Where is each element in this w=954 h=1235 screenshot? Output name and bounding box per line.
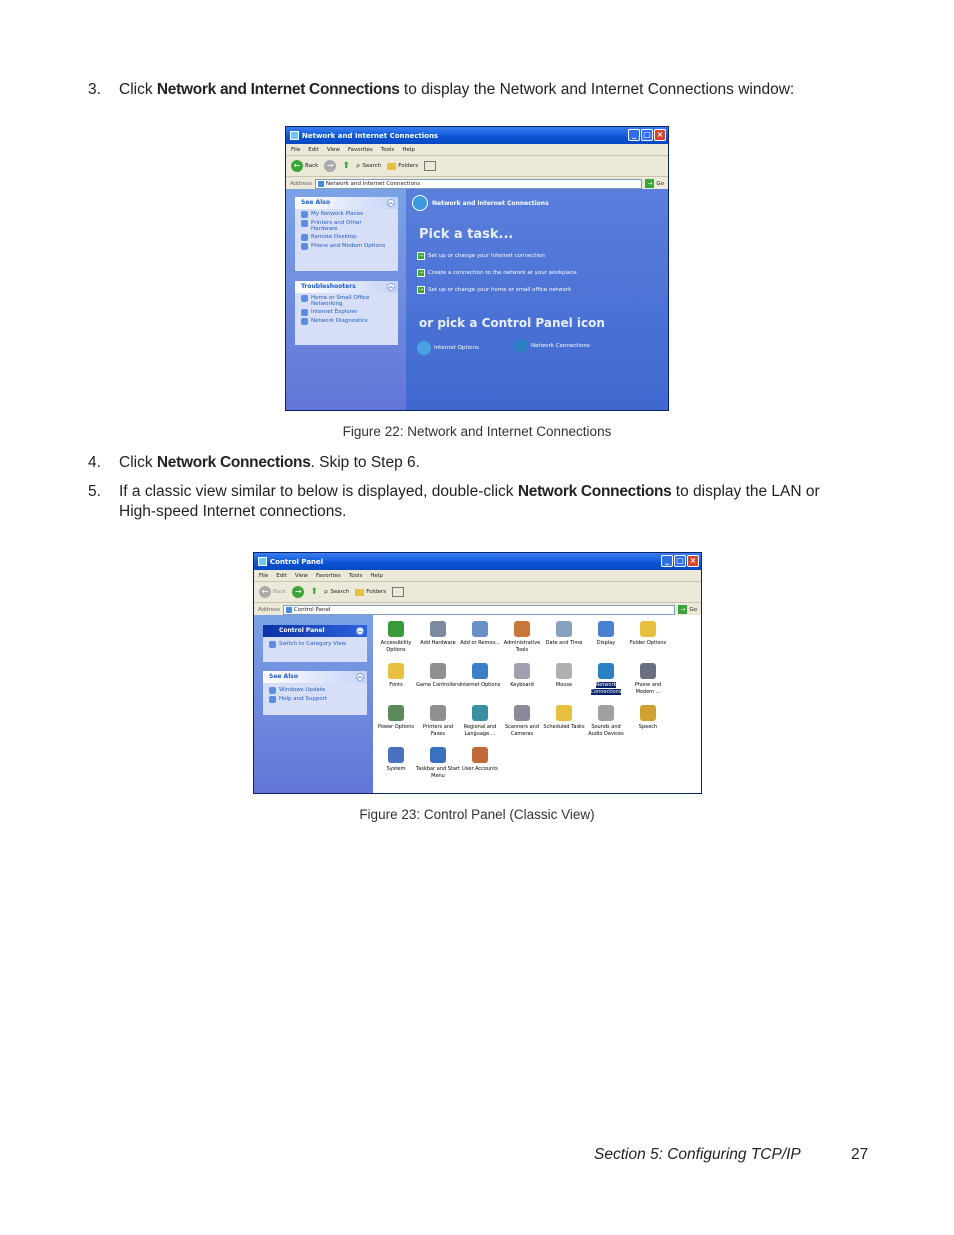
task-pane [254,615,373,793]
main-header: Network and Internet Connections [412,195,549,211]
views-icon [392,587,404,597]
folder-icon [355,589,364,596]
window-body [254,615,701,793]
cp-icon-network-connections[interactable]: Network Connections [514,339,590,353]
cp-icon-item[interactable] [374,747,418,773]
cp-icon-item[interactable] [416,705,460,737]
menu-bar [286,144,668,156]
forward-arrow-icon: → [324,160,336,172]
control-panel-item-icon [472,747,488,763]
step-number: 5. [88,483,101,500]
cp-icon-label: Keyboard [510,682,534,688]
internet-options-icon [417,341,431,355]
task-link[interactable]: → Set up or change your Internet connection [418,253,545,259]
pick-task-heading: Pick a task... [419,227,514,242]
control-panel-box [263,625,367,662]
cp-icon-item[interactable] [416,663,460,689]
back-arrow-icon: ← [259,586,271,598]
cp-icon-item[interactable] [500,621,544,653]
views-button[interactable] [424,161,436,171]
remote-desktop-icon [301,234,308,241]
menu-bar [254,570,701,582]
minimize-icon[interactable]: _ [628,129,640,141]
cp-icon-label: Internet Options [459,682,501,688]
control-panel-item-icon [388,621,404,637]
cp-icon-label: Printers and Faxes [422,724,454,737]
search-button[interactable]: ⌕ Search [355,161,382,170]
collapse-icon[interactable]: ︽ [357,674,363,680]
task-arrow-icon: → [418,253,424,259]
cp-icon-label: Game Controllers [416,682,460,688]
help-icon [301,309,308,316]
back-button[interactable]: ← Back [259,586,286,598]
figure-23-caption: Figure 23: Control Panel (Classic View) [359,807,595,822]
search-icon: ⌕ [355,161,361,170]
cp-icon-label: Add or Remov... [460,640,500,646]
menu-tools[interactable]: Tools [348,572,363,579]
views-button[interactable] [392,587,404,597]
cp-icon-label: Scheduled Tasks [543,724,585,730]
step-text: Click Network and Internet Connections to display the Network and Internet Connections window: [119,81,795,98]
title-bar[interactable] [286,127,668,144]
window-title: Network and Internet Connections [302,131,439,140]
switch-category-view-link[interactable]: Switch to Category View [263,637,367,648]
toolbar [286,156,668,177]
cp-icon-item[interactable] [416,747,460,779]
cp-icon-label: Administrative Tools [503,640,541,653]
control-panel-item-icon [640,705,656,721]
back-arrow-icon: ← [291,160,303,172]
network-connections-icon [514,339,528,353]
cp-icon-item[interactable] [374,663,418,689]
address-label: Address [258,606,280,613]
forward-button[interactable] [292,586,304,598]
category-view-icon [269,641,276,648]
step-number: 3. [88,81,101,98]
control-panel-item-icon [514,663,530,679]
control-panel-item-icon [430,747,446,763]
cp-icon-item[interactable] [542,621,586,647]
cp-icon-item[interactable] [584,663,628,695]
window-icon [290,131,299,140]
help-icon [269,696,276,703]
step-text: If a classic view similar to below is displayed, double-click Network Connections to display the LAN or High-speed Internet connections. [119,483,820,520]
forward-arrow-icon: → [292,586,304,598]
cp-icon-item[interactable] [458,663,502,689]
control-panel-item-icon [430,705,446,721]
control-panel-item-icon [472,621,488,637]
control-panel-window [253,552,702,794]
forward-button[interactable] [324,160,336,172]
maximize-icon[interactable]: □ [641,129,653,141]
control-panel-icons [373,615,701,793]
step-text: Click Network Connections. Skip to Step 6. [119,454,420,471]
task-arrow-icon: → [418,270,424,276]
go-arrow-icon: → [647,180,653,187]
views-icon [424,161,436,171]
network-internet-window [285,126,669,411]
address-input[interactable]: Control Panel [283,605,675,615]
folder-icon [387,163,396,170]
menu-view[interactable]: View [326,146,340,153]
task-link[interactable]: → Create a connection to the network at your workplace [418,270,577,276]
control-panel-item-icon [556,663,572,679]
troubleshooter-item[interactable]: Home or Small Office Networking [295,293,398,307]
task-pane [286,189,406,410]
task-arrow-icon: → [418,287,424,293]
see-also-item[interactable]: Remote Desktop [295,232,398,241]
menu-favorites[interactable]: Favorites [315,572,341,579]
control-panel-item-icon [514,705,530,721]
folder-up-icon: ⬆ [342,161,350,171]
cp-icon-item[interactable] [626,621,670,647]
cp-icon-item[interactable] [626,663,670,695]
cp-icon-label: Fonts [389,682,403,688]
see-also-panel [295,197,398,271]
folders-button[interactable]: Folders [355,589,386,596]
troubleshooters-title[interactable]: Troubleshooters ︽ [295,281,398,293]
collapse-icon[interactable]: ︽ [357,628,363,634]
cp-icon-item[interactable] [626,705,670,731]
task-link[interactable]: → Set up or change your home or small office network [418,287,572,293]
toolbar [254,582,701,603]
windows-update-icon [269,687,276,694]
control-panel-item-icon [472,663,488,679]
see-also-title[interactable]: See Also ︽ [295,197,398,209]
address-label: Address [290,180,312,187]
minimize-icon[interactable]: _ [661,555,673,567]
control-panel-item-icon [388,705,404,721]
control-panel-item-icon [430,663,446,679]
control-panel-item-icon [556,705,572,721]
menu-tools[interactable]: Tools [380,146,395,153]
cp-icon-label: Scanners and Cameras [504,724,540,737]
cp-icon-item[interactable] [542,705,586,731]
menu-view[interactable]: View [294,572,308,579]
folder-up-icon: ⬆ [310,587,318,597]
cp-icon-item[interactable] [458,747,502,773]
control-panel-item-icon [640,663,656,679]
window-title: Control Panel [270,557,324,566]
window-body [286,189,668,410]
up-button[interactable] [310,587,318,597]
see-also-title[interactable]: See Also ︽ [263,671,367,683]
close-icon[interactable]: × [687,555,699,567]
cp-icon-label: Taskbar and Start Menu [416,766,460,779]
menu-edit[interactable]: Edit [276,572,287,579]
windows-update-link[interactable]: Windows Update [263,683,367,694]
menu-favorites[interactable]: Favorites [347,146,373,153]
collapse-icon[interactable]: ︽ [388,200,394,206]
cp-icon-label: Speech [638,724,658,730]
cp-icon-item[interactable] [500,705,544,737]
cp-icon-item[interactable] [416,621,460,647]
pick-icon-heading: or pick a Control Panel icon [419,316,605,330]
cp-icon-label: Date and Time [545,640,583,646]
cp-icon-label: Phone and Modem ... [634,682,662,695]
search-icon: ⌕ [323,587,329,596]
control-panel-item-icon [388,747,404,763]
window-icon [258,557,267,566]
search-button[interactable]: ⌕ Search [323,587,350,596]
go-button[interactable]: → Go [680,606,697,613]
cp-icon-label: Display [596,640,616,646]
close-icon[interactable]: × [654,129,666,141]
step-number: 4. [88,454,101,471]
troubleshooter-item[interactable]: Internet Explorer [295,307,398,316]
control-panel-title[interactable]: Control Panel ︽ [263,625,367,637]
cp-icon-label: Mouse [555,682,573,688]
cp-icon-label: Sounds and Audio Devices [588,724,624,737]
cp-icon-item[interactable] [374,621,418,653]
menu-edit[interactable]: Edit [308,146,319,153]
title-bar[interactable] [254,553,701,570]
footer-section: Section 5: Configuring TCP/IP [594,1146,801,1163]
help-icon [301,318,308,325]
phone-icon [301,243,308,250]
back-button[interactable]: ← Back [291,160,318,172]
control-panel-item-icon [598,621,614,637]
cp-icon-label: Network Connections [590,682,622,695]
folders-button[interactable]: Folders [387,163,418,170]
control-panel-item-icon [556,621,572,637]
cp-icon-label: Folder Options [629,640,667,646]
see-also-panel [263,671,367,715]
cp-icon-label: System [386,766,406,772]
menu-file[interactable]: File [291,146,301,153]
see-also-item[interactable]: Phone and Modem Options [295,241,398,250]
cp-icon-item[interactable] [374,705,418,731]
address-input[interactable]: Network and Internet Connections [315,179,642,189]
figure-22-caption: Figure 22: Network and Internet Connections [342,424,612,439]
cp-icon-item[interactable] [542,663,586,689]
go-button[interactable]: → Go [647,180,664,187]
cp-icon-item[interactable] [458,621,502,647]
cp-icon-item[interactable] [584,621,628,647]
cp-icon-label: Power Options [378,724,414,730]
network-globe-icon [412,195,428,211]
menu-help[interactable]: Help [402,146,415,153]
cp-icon-label: User Accounts [462,766,498,772]
network-places-icon [301,211,308,218]
main-pane [406,189,668,410]
troubleshooters-panel [295,281,398,345]
printer-icon [301,220,308,227]
cp-icon-item[interactable] [500,663,544,689]
help-icon [301,295,308,302]
menu-help[interactable]: Help [370,572,383,579]
maximize-icon[interactable]: □ [674,555,686,567]
control-panel-item-icon [598,705,614,721]
cp-icon-item[interactable] [458,705,502,737]
cp-icon-label: Accessibility Options [380,640,412,653]
help-support-link[interactable]: Help and Support [263,694,367,703]
page-number: 27 [851,1146,869,1163]
control-panel-item-icon [388,663,404,679]
cp-icon-item[interactable] [584,705,628,737]
control-panel-item-icon [598,663,614,679]
cp-icon-internet-options[interactable]: Internet Options [417,341,479,355]
troubleshooter-item[interactable]: Network Diagnostics [295,316,398,325]
cp-icon-label: Add Hardware [420,640,456,646]
control-panel-item-icon [472,705,488,721]
control-panel-item-icon [430,621,446,637]
collapse-icon[interactable]: ︽ [388,284,394,290]
see-also-item[interactable]: Printers and Other Hardware [295,218,398,232]
go-arrow-icon: → [680,606,686,613]
control-panel-item-icon [640,621,656,637]
see-also-item[interactable]: My Network Places [295,209,398,218]
control-panel-item-icon [514,621,530,637]
up-button[interactable] [342,161,350,171]
menu-file[interactable]: File [259,572,269,579]
cp-icon-label: Regional and Language ... [463,724,497,737]
